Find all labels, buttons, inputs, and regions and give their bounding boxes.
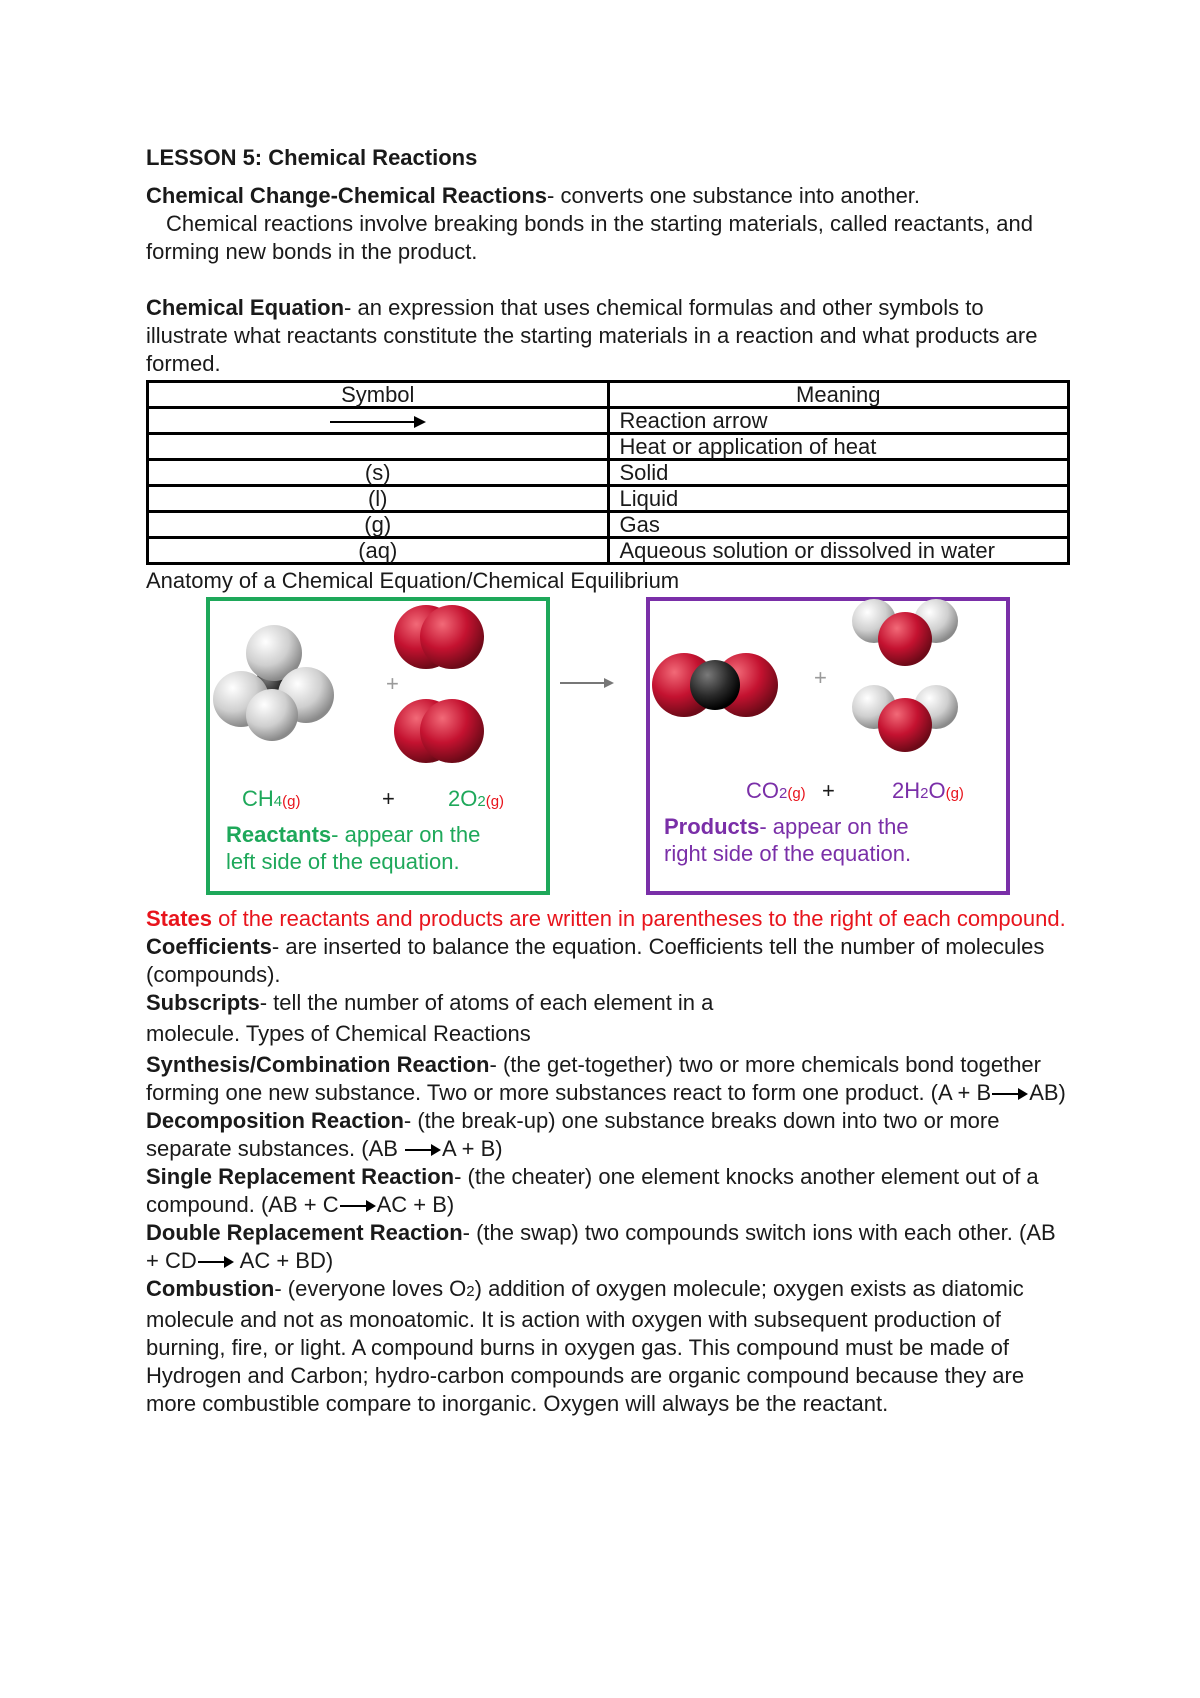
symbol-cell: (l) bbox=[148, 486, 609, 512]
table-row bbox=[148, 434, 1069, 460]
plus-sign: + bbox=[386, 671, 399, 696]
meaning-cell: Gas bbox=[608, 512, 1069, 538]
equation-figure bbox=[146, 595, 1070, 905]
water-formula: 2H2O(g) bbox=[892, 778, 964, 803]
meaning-cell: Solid bbox=[608, 460, 1069, 486]
chemical-equation-paragraph bbox=[146, 294, 1066, 378]
states-paragraph: States of the reactants and products are written in parentheses to the right of each compound. bbox=[146, 906, 1066, 931]
reactants-label-line2: left side of the equation. bbox=[226, 849, 460, 874]
decomposition-paragraph: Decomposition Reaction- (the break-up) one substance breaks down into two or more separate substances. (AB A + B) bbox=[146, 1108, 1000, 1161]
coefficients-paragraph: Coefficients- are inserted to balance the equation. Coefficients tell the number of molecules (compounds). bbox=[146, 934, 1045, 987]
reactants-label: Reactants- appear on the bbox=[226, 822, 481, 847]
carbon-dioxide-formula: CO2(g) bbox=[746, 778, 806, 803]
lesson-title: LESSON 5: Chemical Reactions bbox=[146, 145, 478, 170]
plus-label: + bbox=[382, 786, 395, 811]
oxygen-molecule-icon bbox=[394, 699, 484, 763]
arrow-icon bbox=[405, 1144, 441, 1156]
table-row bbox=[148, 408, 1069, 434]
double-replacement-paragraph: Double Replacement Reaction- (the swap) two compounds switch ions with each other. (AB + CD AC + BD) bbox=[146, 1220, 1056, 1273]
reaction-arrow-icon bbox=[560, 678, 614, 688]
chemical-reactions-paragraph: Chemical reactions involve breaking bonds in the starting materials, called reactants, and forming new bonds in the product. bbox=[146, 211, 1034, 264]
definition: - an expression that uses chemical formulas and other symbols to illustrate what reactants constitute the starting materials in a reaction and what products are formed. bbox=[146, 295, 1038, 376]
symbol-cell: (s) bbox=[148, 460, 609, 486]
methane-molecule-icon bbox=[213, 625, 334, 741]
table-row bbox=[148, 512, 1069, 538]
reaction-arrow-icon bbox=[330, 416, 426, 428]
subscripts-paragraph: Subscripts- tell the number of atoms of each element in a bbox=[146, 990, 714, 1015]
definition: - converts one substance into another. bbox=[547, 183, 921, 208]
symbol-table bbox=[146, 380, 1070, 565]
methane-formula: CH4(g) bbox=[242, 786, 301, 811]
document-page bbox=[146, 144, 1066, 1418]
oxygen-formula: 2O2(g) bbox=[448, 786, 505, 811]
products-label: Products- appear on the bbox=[664, 814, 909, 839]
header-symbol: Symbol bbox=[148, 382, 609, 408]
water-molecule-icon bbox=[852, 599, 958, 666]
oxygen-molecule-icon bbox=[394, 605, 484, 669]
symbol-cell bbox=[148, 408, 609, 434]
subscripts-paragraph-line2: molecule. Types of Chemical Reactions bbox=[146, 1021, 531, 1046]
anatomy-title: Anatomy of a Chemical Equation/Chemical Equilibrium bbox=[146, 568, 680, 593]
meaning-cell: Liquid bbox=[608, 486, 1069, 512]
plus-sign: + bbox=[814, 665, 827, 690]
header-meaning: Meaning bbox=[608, 382, 1069, 408]
plus-label: + bbox=[822, 778, 835, 803]
meaning-cell: Heat or application of heat bbox=[608, 434, 1069, 460]
table-row bbox=[148, 486, 1069, 512]
symbol-cell: (g) bbox=[148, 512, 609, 538]
symbol-cell: (aq) bbox=[148, 538, 609, 564]
arrow-icon bbox=[992, 1088, 1028, 1100]
table-header-row bbox=[148, 382, 1069, 408]
meaning-cell: Aqueous solution or dissolved in water bbox=[608, 538, 1069, 564]
single-replacement-paragraph: Single Replacement Reaction- (the cheater) one element knocks another element out of a compound. (AB + C AC + B) bbox=[146, 1164, 1039, 1217]
combustion-paragraph: Combustion- (everyone loves O2) addition of oxygen molecule; oxygen exists as diatomic molecule and not as monoatomic. It is action with oxygen with subsequent production of burning, fire, or light. A compound burns in oxygen gas. This compound must be made of Hydrogen and Carbon; hydro-carbon compounds are organic compound because they are more combustible compare to inorganic. Oxygen will always be the reactant. bbox=[146, 1276, 1025, 1416]
carbon-dioxide-molecule-icon bbox=[652, 653, 778, 717]
term: Chemical Equation bbox=[146, 295, 345, 320]
symbol-cell bbox=[148, 434, 609, 460]
products-label-line2: right side of the equation. bbox=[664, 841, 912, 866]
table-row bbox=[148, 538, 1069, 564]
water-molecule-icon bbox=[852, 685, 958, 752]
chemical-change-paragraph bbox=[146, 182, 1066, 210]
term: Chemical Change-Chemical Reactions bbox=[146, 183, 548, 208]
meaning-cell: Reaction arrow bbox=[608, 408, 1069, 434]
arrow-icon bbox=[198, 1256, 234, 1268]
table-row bbox=[148, 460, 1069, 486]
synthesis-paragraph: Synthesis/Combination Reaction- (the get-together) two or more chemicals bond together forming one new substance. Two or more substances react to form one product. (A + B AB) bbox=[146, 1052, 1066, 1105]
definitions-section bbox=[146, 905, 1066, 1418]
arrow-icon bbox=[340, 1200, 376, 1212]
